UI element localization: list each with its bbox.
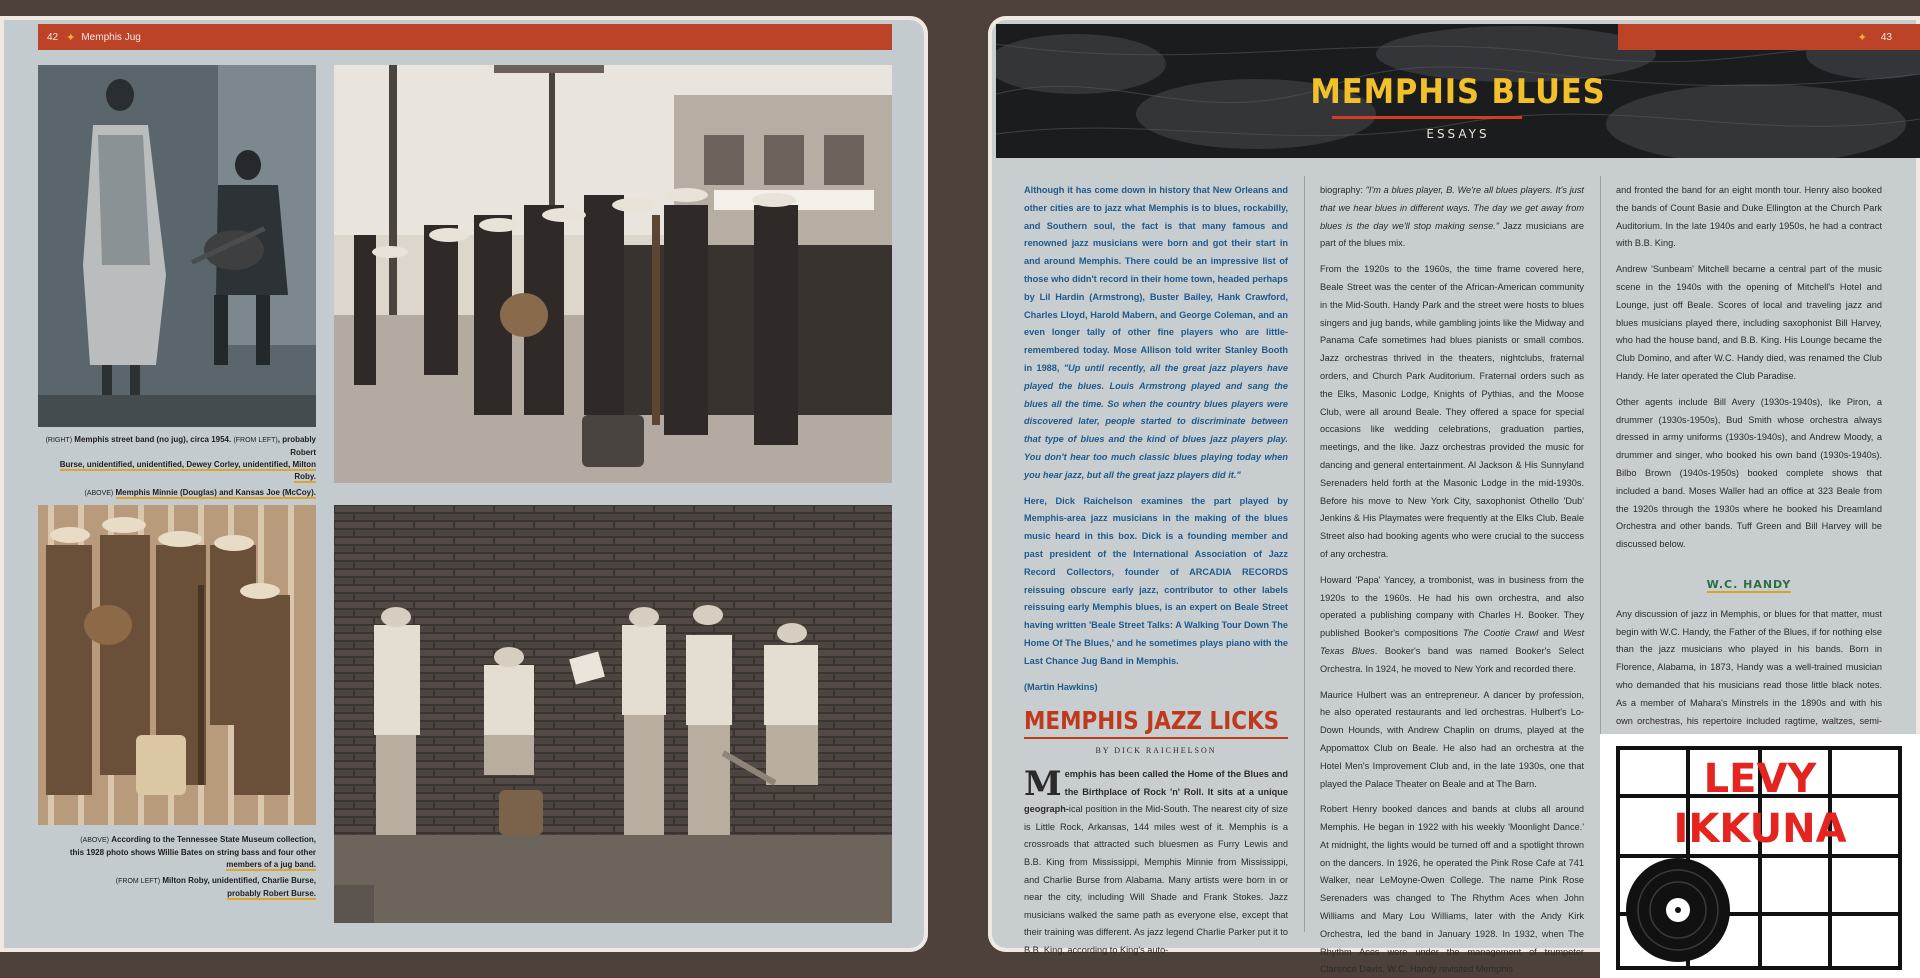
vinyl-record-icon [1626,858,1730,962]
caption-direction: (FROM LEFT) [233,437,278,444]
caption-direction: (ABOVE) [80,837,109,844]
lead-bold-text: emphis has been called the Home of the Blues and the Birthplace of Rock 'n' Roll. It sits at a unique geograph- [1024,769,1288,815]
caption-text: Memphis Minnie (Douglas) and Kansas Joe (McCoy). [115,488,316,497]
column-divider [1304,176,1305,932]
photo-jug-band-1928 [38,505,316,825]
parker-quote: "I'm a blues player, B. We're all blues players. It's just that we hear blues in different ways. The day we get away from blues is the day we'll stop making sense." [1320,185,1584,231]
text: biography: [1320,185,1366,195]
caption-direction: (RIGHT) [45,437,73,444]
intro-paragraph [1024,182,1288,485]
left-page [0,16,928,952]
caption-text: Memphis street band (no jug), circa 1954. [74,435,234,444]
intro-text: Although it has come down in history that New Orleans and other cities are to jazz what Memphis is to blues, rockabilly, and Southern soul, the fact is that many famous and renowned jazz musicians were born and got their start in and around Memphis. There could be an impressive list of those who didn't record in their home town, headed perhaps by Lil Hardin (Armstrong), Buster Bailey, Hank Crawford, Charles Lloyd, Harold Mabern, and George Coleman, and an even longer tally of other fine players who are little-remembered today. Mose Allison told writer Stanley Booth in 1988, [1024,185,1288,373]
article-paragraph: From the 1920s to the 1960s, the time frame covered here, Beale Street was the center of the African-American community in the Mid-South. Handy Park and the street were hosts to blues singers and jug bands, while gambling joints like the Midway and Panama Cafe sometimes had blues pianists or small combos. Jazz orchestras thrived in the theaters, nightclubs, fraternal orders, and Church Park Auditorium. Fraternal orders such as the Elks, Masonic Lodge, Knights of Pythias, and the Moose Club, were all around Beale. They offered a space for special occasions like wedding celebrations, graduation parties, meetings, and the like. Jazz orchestras provided the music for dancing and general entertainment. Al Jackson & His Sunnyland Serenaders held forth at the Masonic Lodge in the mid-1930s. Before his move to New York City, saxophonist Othello 'Dub' Jenkins & His Playmates were frequently at the Elks Club. Beale Street also had booking agents who were crucial to the success of any orchestra. [1320,264,1584,559]
diamond-ornament-icon: ✦ [66,31,76,44]
right-page-number: 43 [1880,31,1892,43]
text: Howard 'Papa' Yancey, a trombonist, was in business from the 1920s to the 1960s. He had his own orchestra, and also operated a publishing company with Charles H. Booker. They published Booker's compositions [1320,574,1584,639]
intro-column [1024,182,1288,704]
intro-quote: "Up until recently, all the great jazz players have played the blues. Louis Armstrong played and sang the blues all the time. So when the country blues players were discovered later, people started to discriminate between that type of blues and the kind of blues jazz players play. You don't hear too much classic blues playing today when you hear jazz, but all the great jazz players did it." [1024,362,1288,480]
article-paragraph [1320,572,1584,679]
right-running-header [1618,24,1920,50]
caption-text: probably Robert Burse. [227,889,316,898]
article-paragraph: and fronted the band for an eight month tour. Henry also booked the bands of Count Basie and Duke Ellington at the Church Park Auditorium. In the late 1940s and early 1950s, he had a contract with B.B. King. [1616,185,1882,249]
banner-subtitle: ESSAYS [1426,127,1490,141]
left-running-header [38,24,892,50]
caption-direction: (FROM LEFT) [115,878,161,885]
caption-text: Milton Roby, unidentified, Charlie Burse, [162,876,316,885]
section-heading-wc-handy [1616,576,1882,594]
drop-cap: M [1024,764,1062,804]
caption-text: Burse, unidentified, unidentified, Dewey Corley, unidentified, Milton Roby. [59,460,316,481]
intro-paragraph: Here, Dick Raichelson examines the part played by Memphis-area jazz musicians in the making of the blues music heard in this box. Dick is a founding member and past president of the International Association of Jazz Record Collectors, founder of ARCADIA RECORDS reissuing obscure early jazz, contributor to other labels reissuing early Memphis blues, is an expert on Beale Street having written 'Beale Street Talks: A Walking Tour Down The Home Of The Blues,' and he sometimes plays piano with the Last Chance Jug Band in Memphis. [1024,495,1288,666]
caption-top [38,434,316,500]
watermark-line2: IKKUNA [1673,806,1847,852]
banner-rule [1332,116,1522,119]
article-lead [1024,766,1288,960]
photo-memphis-minnie [38,65,316,427]
caption-text: this 1928 photo shows Willie Bates on string bass and four other [69,848,316,857]
left-page-number: 42 [47,31,59,43]
caption-text: , probably Robert [277,435,316,457]
watermark-line1: LEVY [1703,756,1817,802]
article-paragraph: Andrew 'Sunbeam' Mitchell became a central part of the music scene in the 1940s with the opening of Mitchell's Hotel and Lounge, just off Beale. Scores of local and traveling jazz and blues musicians played there, including saxophonist Bill Harvey, who had the house band, and B.B. King. His Lounge became the Club Domino, and after W.C. Handy died, was renamed the Club Handy. He later operated the Club Paradise. [1616,264,1882,381]
caption-bottom [38,834,316,900]
banner-title: MEMPHIS BLUES [1310,72,1606,112]
article-paragraph: Maurice Hulbert was an entrepreneur. A dancer by profession, he also operated restaurants and led orchestras. Hulbert's Lo-Down Hounds, with Andrew Chaplin on drums, played at the Appomattox Club on Beale. He also had an orchestra at the Hotel Men's Improvement Club and, in the late 1930s, one that played the Palace Theater on Beale and at The Barn. [1320,689,1584,789]
intro-credit: (Martin Hawkins) [1024,681,1098,692]
article-column-2 [1320,182,1584,978]
caption-text: According to the Tennessee State Museum collection, [111,835,316,844]
levy-ikkuna-watermark [1600,734,1920,978]
article-title: MEMPHIS JAZZ LICKS [1024,706,1280,735]
article-paragraph: Other agents include Bill Avery (1930s-1940s), Ike Piron, a drummer (1930s-1950s), Bud Smith whose orchestra always dressed in army uniforms (1930s-1940s), and Andrew Moody, a drummer and singer, who booked his own band (1930s-1940s). Bilbo Brown (1940s-1950s) booked complete shows that included a band. Moses Waller had an office at 323 Beale from the 1920s through the 1930s where he booked his Dreamland Orchestra and other bands. Tuff Green and Bill Harvey will be discussed below. [1616,396,1882,550]
article-paragraph: Robert Henry booked dances and bands at clubs all around Memphis. He began in 1922 with his weekly 'Moonlight Dance.' At midnight, the lights would be turned off and a spotlight thrown on the dancers. In 1926, he operated the Pink Rose Cafe at 741 Walker, near LeMoyne-Owen College. The name Pink Rose Serenaders was changed to The Rhythm Aces when John Williams and Mary Lou Williams, later with the Andy Kirk Orchestra, led the band in January 1928. In 1932, when The Rhythm Aces were under the management of trumpeter Clarence Davis, W.C. Handy revisited Memphis [1320,804,1584,975]
article-column-3 [1616,182,1882,792]
left-running-title: Memphis Jug [81,31,141,43]
heading-text: W.C. HANDY [1706,577,1792,591]
photo-band-brick-wall [334,505,892,923]
article-byline: BY DICK RAICHELSON [1095,746,1217,755]
lead-text: ical position in the Mid-South. The nearest city of size is Little Rock, Arkansas, 144 miles west of it. Memphis is a crossroads that attracted such bluesmen as Furry Lewis and B.B. King from Mississippi, Memphis Minnie from Mississippi, and Charlie Burse from Alabama. Many artists were born in or near the city, including Will Shade and Frank Stokes. Jazz musicians walked the same path as everyone else, except that their training was different. As jazz legend Charlie Parker put it to B.B. King, according to King's auto- [1024,804,1288,955]
photo-street-band-1954 [334,65,892,483]
diamond-ornament-icon: ✦ [1857,31,1867,44]
text: and [1538,628,1564,639]
caption-direction: (ABOVE) [84,490,114,497]
article-paragraph [1320,182,1584,253]
text: . Booker's band was named Booker's Select Orchestra. In 1924, he moved to New York and recorded there. [1320,645,1584,674]
text: Jazz musicians are part of the blues mix. [1320,220,1584,249]
song-title: The Cootie Crawl [1462,628,1539,639]
song-title: West Texas Blues [1320,628,1584,656]
caption-text: members of a jug band. [226,860,316,869]
title-rule [1024,737,1288,739]
article-paragraph: Any discussion of jazz in Memphis, or blues for that matter, must begin with W.C. Handy, the Father of the Blues, if for nothing else than the jazz musicians who played in his bands. Born in Florence, Alabama, in 1873, Handy was a well-trained musician who demanded that his musicians read those little black notes. As a member of Mahara's Minstrels in the 1890s and with his own orchestras, his repertoire included ragtime, waltzes, semi- [1616,608,1882,726]
